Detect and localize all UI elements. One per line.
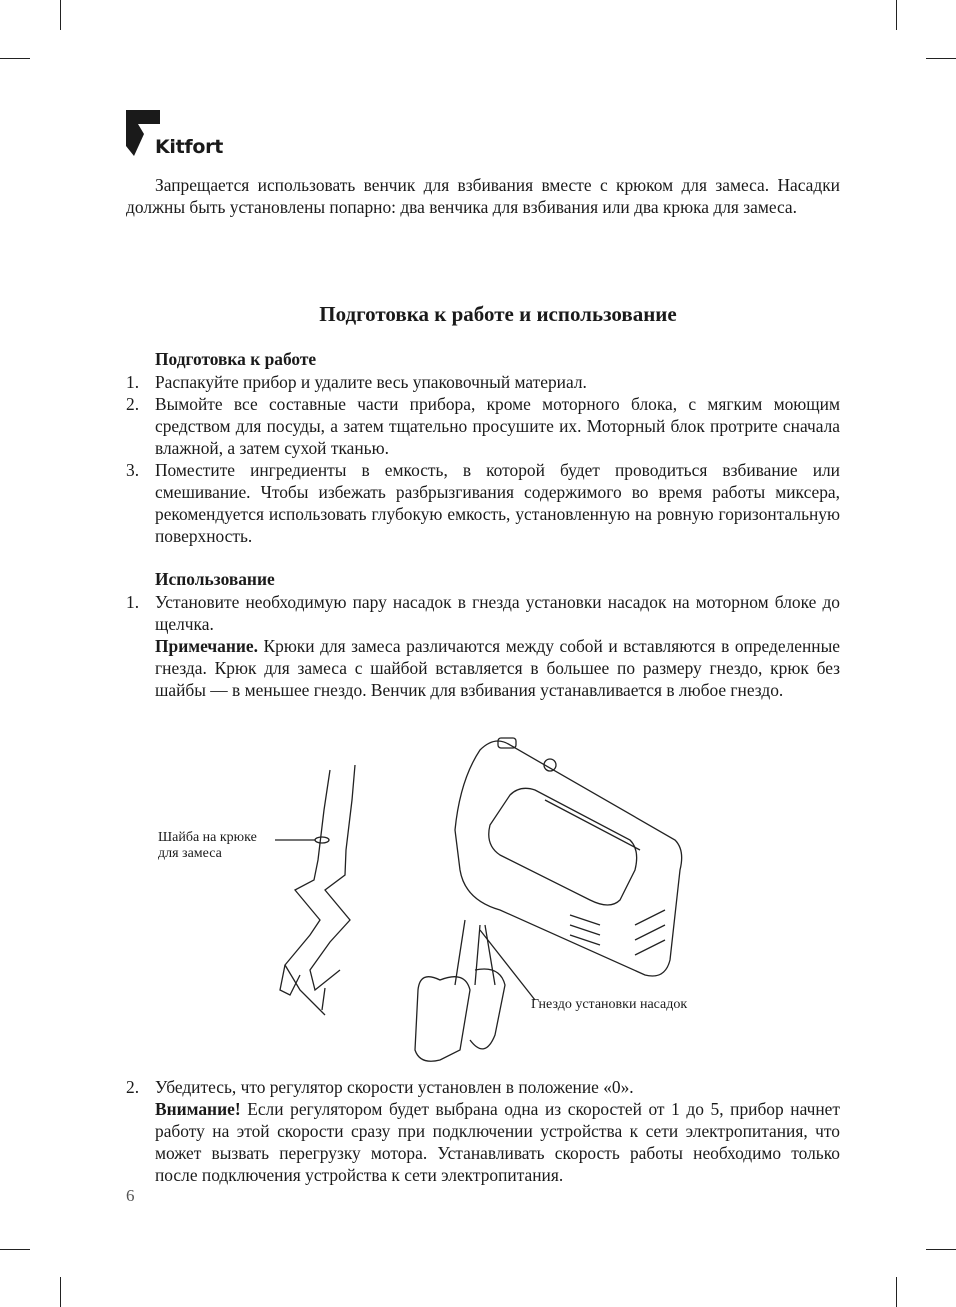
washer-label-line1: Шайба на крюке: [158, 830, 257, 845]
crop-mark: [60, 0, 61, 30]
note-text: Крюки для замеса различаются между собой и вставляются в определенные гнезда. Крюк для замеса с шайбой вставляется в большее по размеру гнездо, крюк без шайбы — в меньшее гнездо. Венчик для взбивания устанавливается в любое гнездо.: [155, 636, 840, 700]
crop-mark: [0, 58, 30, 59]
crop-mark: [896, 0, 897, 30]
item-text: Вымойте все составные части прибора, кроме моторного блока, с мягким моющим средством для посуды, а затем тщательно просушите их. Моторный блок протрите сначала влажной, а затем сухой тканью.: [155, 394, 840, 458]
intro-paragraph: Запрещается использовать венчик для взбивания вместе с крюком для замеса. Насадки должны быть установлены попарно: два венчика для взбивания или два крюка для замеса.: [126, 175, 840, 217]
usage-list-1: [126, 591, 840, 701]
item-text: Установите необходимую пару насадок в гнезда установки насадок на моторном блоке до щелчка.: [155, 592, 840, 634]
item-text: Распакуйте прибор и удалите весь упаковочный материал.: [155, 372, 587, 392]
list-item: [126, 393, 840, 459]
washer-label-line2: для замеса: [158, 846, 222, 861]
list-item: [126, 591, 840, 701]
page-number: 6: [126, 1186, 135, 1205]
item-number: 1.: [126, 372, 140, 392]
socket-label: Гнездо установки насадок: [531, 997, 688, 1012]
list-item: [126, 1076, 840, 1186]
brand-name: Kitfort: [155, 136, 223, 158]
item-text: Поместите ингредиенты в емкость, в которой будет проводиться взбивание или смешивание. Чтобы избежать разбрызгивания содержимого во время работы миксера, рекомендуется использовать глубокую емкость, установленную на ровную горизонтальную поверхность.: [155, 460, 840, 546]
list-item: [126, 459, 840, 547]
item-number: 2.: [126, 394, 140, 414]
item-number: 3.: [126, 460, 140, 480]
washer-label: [158, 830, 257, 862]
usage-heading: Использование: [155, 569, 275, 589]
note-label: Примечание.: [155, 636, 258, 656]
usage-list-2: [126, 1076, 840, 1186]
warning-text: Если регулятором будет выбрана одна из скоростей от 1 до 5, прибор начнет работу на этой скорости сразу при подключении устройства к сети электропитания, что может вызвать перегрузку мотора. Устанавливать скорость работы необходимо только после подключения устройства к сети электропитания.: [155, 1099, 840, 1185]
list-item: [126, 371, 840, 393]
section-title: Подготовка к работе и использование: [319, 302, 677, 326]
preparation-list: [126, 371, 840, 547]
warning-label: Внимание!: [155, 1099, 241, 1119]
item-number: 2.: [126, 1077, 140, 1097]
item-number: 1.: [126, 592, 140, 612]
preparation-heading: Подготовка к работе: [155, 349, 317, 369]
crop-mark: [0, 1249, 30, 1250]
crop-mark: [926, 58, 956, 59]
mixer-illustration: [150, 730, 710, 1075]
dough-hook-icon: [275, 765, 355, 1015]
item-text: Убедитесь, что регулятор скорости установлен в положение «0».: [155, 1077, 634, 1097]
crop-mark: [60, 1277, 61, 1307]
crop-mark: [926, 1249, 956, 1250]
crop-mark: [896, 1277, 897, 1307]
